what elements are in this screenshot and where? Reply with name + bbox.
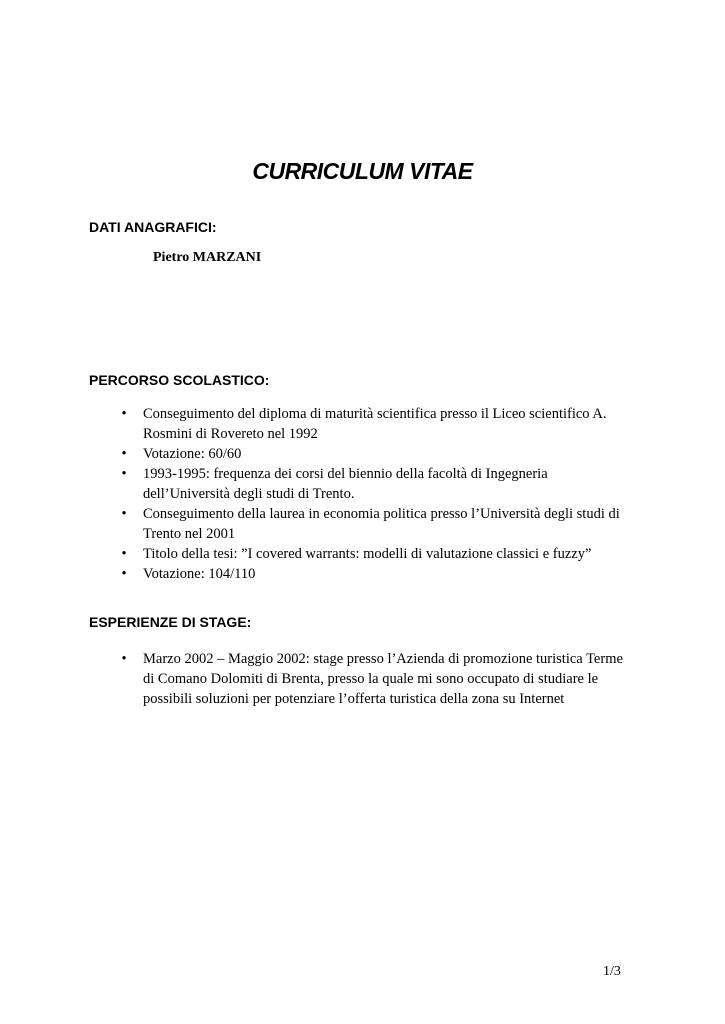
education-list (89, 404, 634, 584)
bullet-icon: • (121, 506, 127, 522)
list-item-text: Votazione: 104/110 (143, 566, 256, 582)
list-item-text: Titolo della tesi: ”I covered warrants: modelli di valutazione classici e fuzzy” (143, 546, 592, 562)
list-item-text: Votazione: 60/60 (143, 446, 242, 462)
internship-list (89, 649, 634, 709)
bullet-icon: • (121, 446, 127, 462)
list-item-text: Conseguimento del diploma di maturità scientifica presso il Liceo scientifico A. Rosmini di Rovereto nel 1992 (143, 406, 607, 442)
list-item-text: Marzo 2002 – Maggio 2002: stage presso l’Azienda di promozione turistica Terme di Comano Dolomiti di Brenta, presso la quale mi sono occupato di studiare le possibili soluzioni per potenziare l’offerta turistica della zona su Internet (143, 651, 623, 707)
list-item-text: 1993-1995: frequenza dei corsi del biennio della facoltà di Ingegneria dell’Università degli studi di Trento. (143, 466, 548, 502)
list-item (89, 504, 634, 544)
bullet-icon: • (121, 466, 127, 482)
bullet-icon: • (121, 566, 127, 582)
section-heading-percorso-scolastico: PERCORSO SCOLASTICO: (89, 372, 270, 388)
list-item-text: Conseguimento della laurea in economia politica presso l’Università degli studi di Trento nel 2001 (143, 506, 620, 542)
person-name: Pietro MARZANI (153, 250, 262, 265)
document-title: CURRICULUM VITAE (252, 158, 473, 184)
bullet-icon: • (121, 546, 127, 562)
page-number: 1/3 (603, 964, 621, 979)
list-item (89, 464, 634, 504)
list-item (89, 564, 634, 584)
bullet-icon: • (121, 651, 127, 667)
bullet-icon: • (121, 406, 127, 422)
list-item (89, 649, 634, 709)
list-item (89, 404, 634, 444)
list-item (89, 444, 634, 464)
list-item (89, 544, 634, 564)
section-heading-esperienze-stage: ESPERIENZE DI STAGE: (89, 614, 252, 630)
section-heading-dati-anagrafici: DATI ANAGRAFICI: (89, 219, 217, 235)
